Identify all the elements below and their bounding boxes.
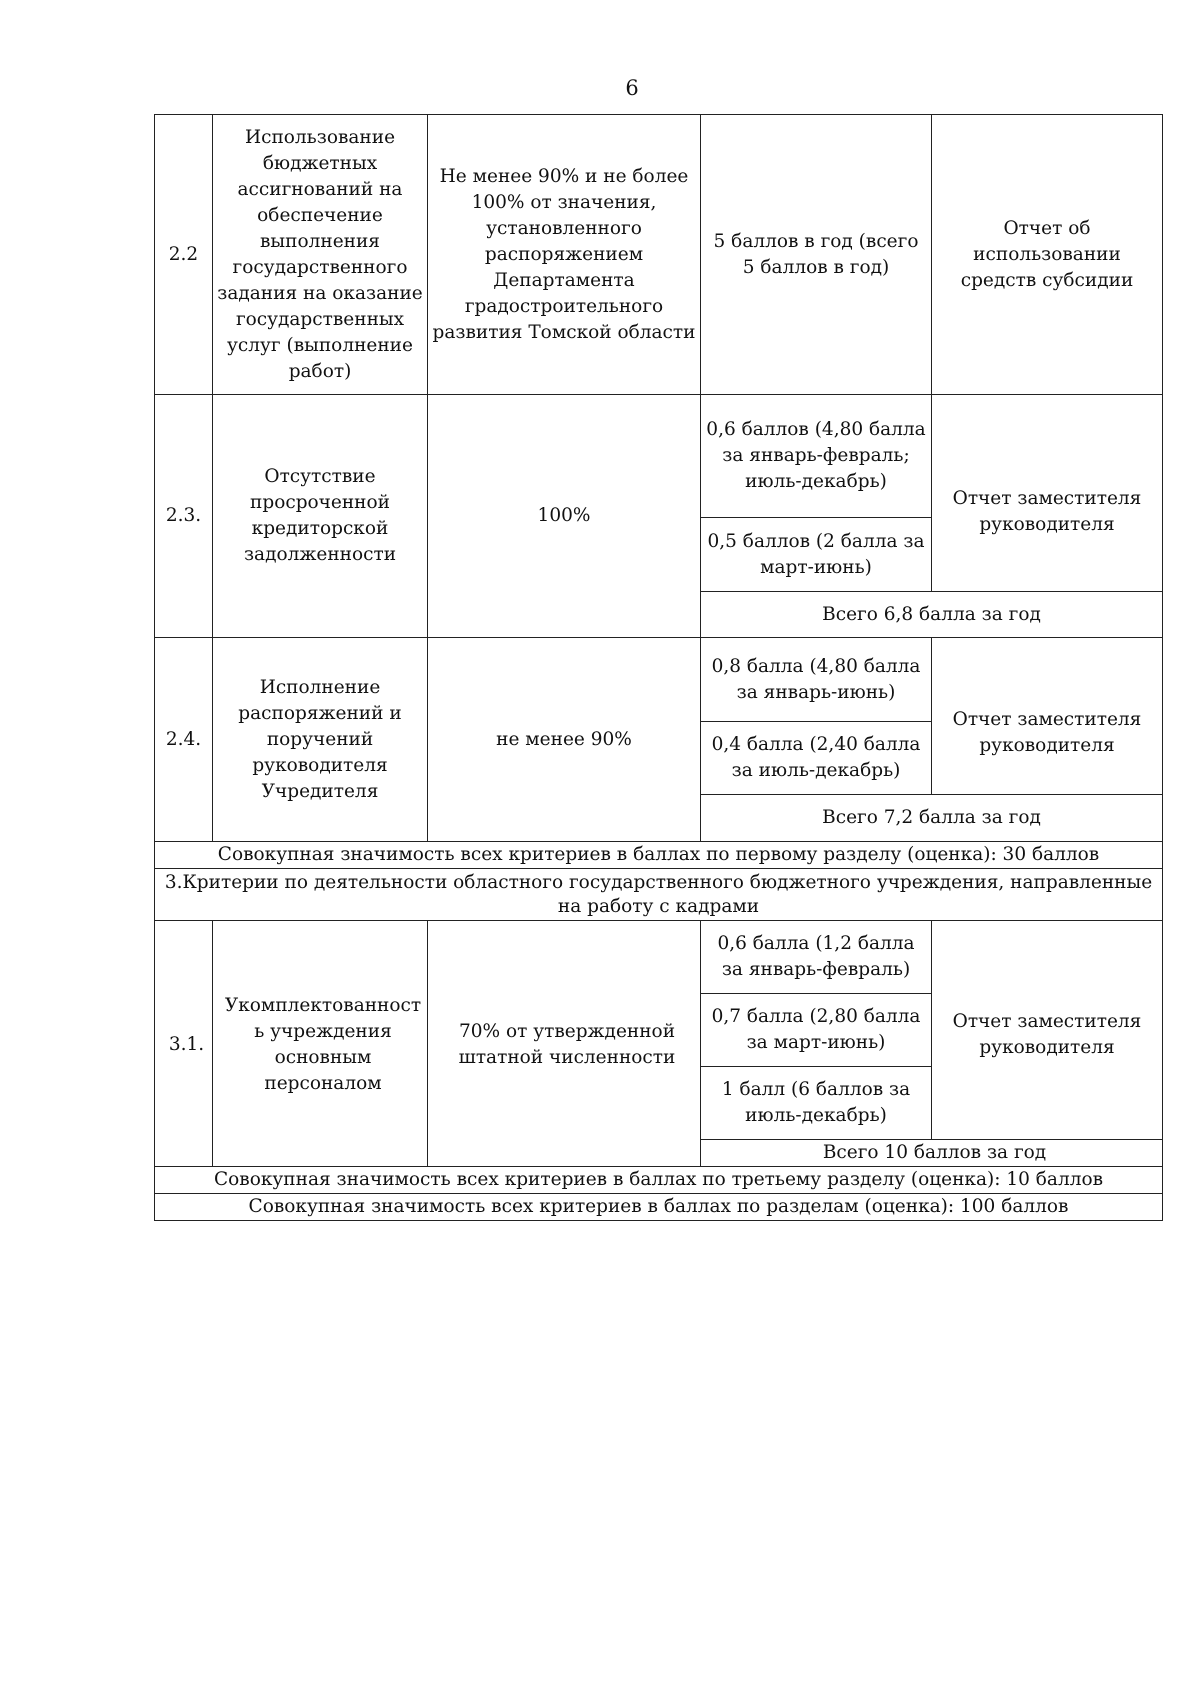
points-cell: 5 баллов в год (всего 5 баллов в год)	[701, 115, 932, 395]
points-cell: 0,5 баллов (2 балла за март-июнь)	[701, 518, 932, 592]
table-row	[155, 638, 1163, 722]
section-1-summary: Совокупная значимость всех критериев в баллах по первому разделу (оценка): 30 баллов	[155, 842, 1163, 869]
row-number: 2.4.	[155, 638, 213, 842]
report-cell: Отчет заместителя руководителя	[932, 395, 1163, 592]
total-points-cell: Всего 10 баллов за год	[701, 1140, 1163, 1167]
table-row	[155, 869, 1163, 921]
criterion-cell: Использование бюджетных ассигнований на обеспечение выполнения государственного задания на оказание государственных услуг (выполнение работ)	[213, 115, 428, 395]
report-cell: Отчет заместителя руководителя	[932, 921, 1163, 1140]
criterion-cell: Отсутствие просроченной кредиторской задолженности	[213, 395, 428, 638]
row-number: 3.1.	[155, 921, 213, 1167]
criterion-line: Укомплектованност	[224, 994, 422, 1016]
table-row	[155, 921, 1163, 994]
total-points-cell: Всего 6,8 балла за год	[701, 592, 1163, 638]
points-cell: 0,8 балла (4,80 балла за январь-июнь)	[701, 638, 932, 722]
criterion-line: ь учреждения	[254, 1020, 392, 1042]
points-cell: 0,6 баллов (4,80 балла за январь-февраль; июль-декабрь)	[701, 395, 932, 518]
total-points-cell: Всего 7,2 балла за год	[701, 795, 1163, 842]
table-row	[155, 395, 1163, 518]
table-row	[155, 1167, 1163, 1194]
criterion-line: основным	[274, 1046, 372, 1068]
report-cell: Отчет заместителя руководителя	[932, 638, 1163, 795]
target-value-line: 70% от утвержденной	[458, 1020, 676, 1042]
criterion-cell	[213, 921, 428, 1167]
points-cell: 1 балл (6 баллов за июль-декабрь)	[701, 1067, 932, 1140]
row-number: 2.2	[155, 115, 213, 395]
points-cell: 0,6 балла (1,2 балла за январь-февраль)	[701, 921, 932, 994]
target-value-line: штатной численности	[458, 1046, 676, 1068]
target-value-cell: Не менее 90% и не более 100% от значения, установленного распоряжением Департамента градостроительного развития Томской области	[428, 115, 701, 395]
total-summary: Совокупная значимость всех критериев в баллах по разделам (оценка): 100 баллов	[155, 1194, 1163, 1221]
table-row	[155, 842, 1163, 869]
points-cell: 0,7 балла (2,80 балла за март-июнь)	[701, 994, 932, 1067]
section-3-summary: Совокупная значимость всех критериев в баллах по третьему разделу (оценка): 10 баллов	[155, 1167, 1163, 1194]
criterion-cell: Исполнение распоряжений и поручений руководителя Учредителя	[213, 638, 428, 842]
section-3-heading: 3.Критерии по деятельности областного государственного бюджетного учреждения, направленные на работу с кадрами	[155, 869, 1163, 921]
row-number: 2.3.	[155, 395, 213, 638]
target-value-cell: не менее 90%	[428, 638, 701, 842]
table-row	[155, 115, 1163, 395]
points-cell: 0,4 балла (2,40 балла за июль-декабрь)	[701, 722, 932, 795]
criteria-table	[154, 114, 1163, 1221]
target-value-cell	[428, 921, 701, 1167]
target-value-cell: 100%	[428, 395, 701, 638]
table-row	[155, 1194, 1163, 1221]
page-number: 6	[625, 76, 639, 100]
criterion-line: персоналом	[264, 1072, 382, 1094]
report-cell: Отчет об использовании средств субсидии	[932, 115, 1163, 395]
